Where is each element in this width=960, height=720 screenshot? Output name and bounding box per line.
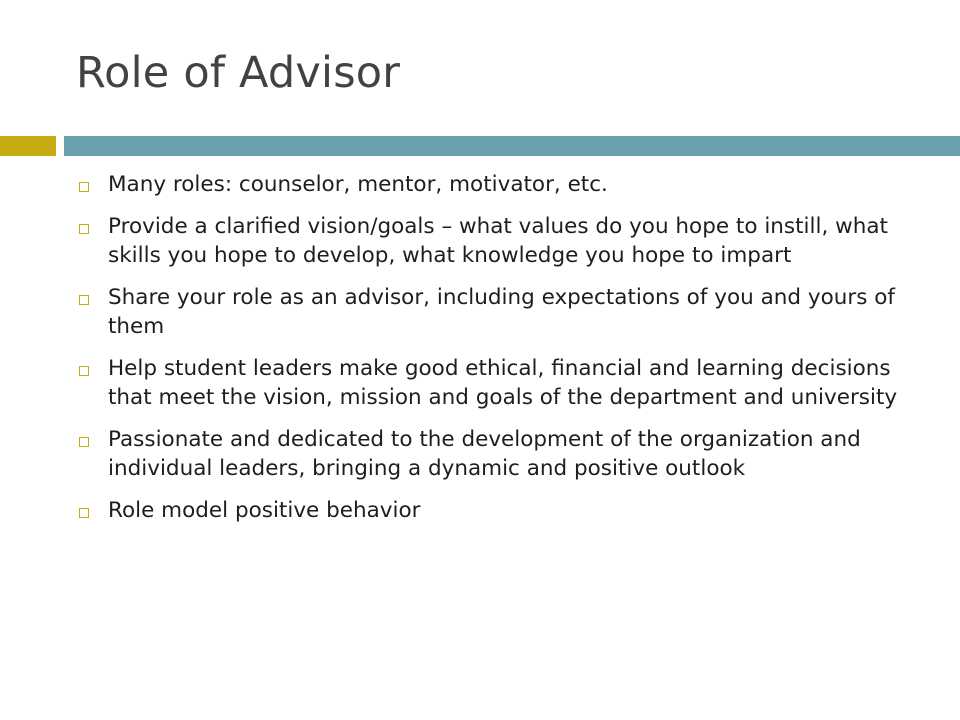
hollow-square-icon bbox=[79, 508, 89, 518]
accent-bar-teal bbox=[64, 136, 960, 156]
bullet-item bbox=[78, 354, 908, 412]
accent-bar-gold bbox=[0, 136, 56, 156]
hollow-square-icon bbox=[79, 366, 89, 376]
bullet-item bbox=[78, 496, 908, 525]
bullet-list bbox=[78, 170, 908, 538]
bullet-text: Passionate and dedicated to the development of the organization and individual leaders, bringing a dynamic and positive outlook bbox=[108, 427, 861, 481]
bullet-item bbox=[78, 170, 908, 199]
bullet-text: Many roles: counselor, mentor, motivator, etc. bbox=[108, 172, 608, 197]
bullet-text: Provide a clarified vision/goals – what values do you hope to instill, what skills you hope to develop, what knowledge you hope to impart bbox=[108, 214, 888, 268]
slide-title: Role of Advisor bbox=[76, 48, 401, 98]
bullet-text: Help student leaders make good ethical, financial and learning decisions that meet the vision, mission and goals of the department and university bbox=[108, 356, 898, 410]
bullet-item bbox=[78, 212, 908, 270]
bullet-item bbox=[78, 283, 908, 341]
bullet-text: Role model positive behavior bbox=[108, 498, 421, 523]
hollow-square-icon bbox=[79, 182, 89, 192]
hollow-square-icon bbox=[79, 224, 89, 234]
bullet-text: Share your role as an advisor, including expectations of you and yours of them bbox=[108, 285, 895, 339]
hollow-square-icon bbox=[79, 295, 89, 305]
bullet-item bbox=[78, 425, 908, 483]
hollow-square-icon bbox=[79, 437, 89, 447]
